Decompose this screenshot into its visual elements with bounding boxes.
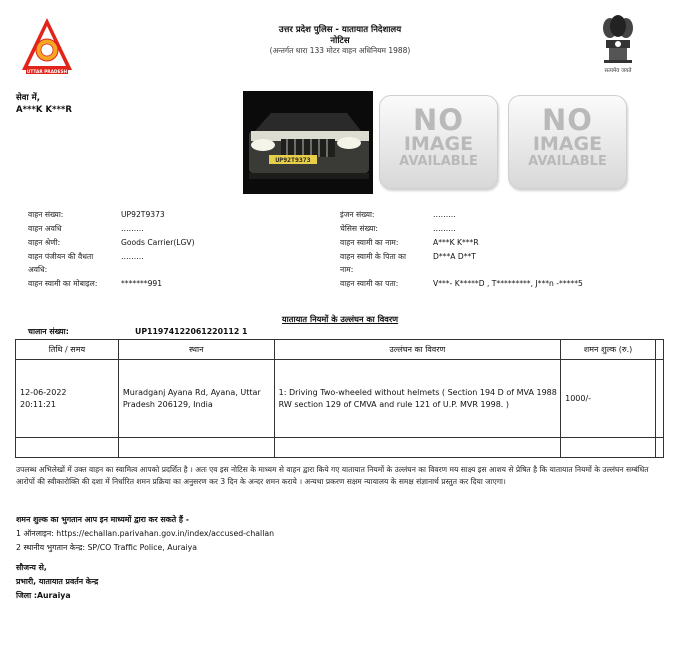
no-image-text-no: NO [542,103,593,137]
cell-date-time [16,360,119,438]
cell-location: Muradganj Ayana Rd, Ayana, Uttar Pradesh 206129, India [118,360,274,438]
owner-mobile-label: वाहन स्वामी का मोबाइल: [28,279,98,288]
vehicle-number-value: UP92T9373 [121,210,165,219]
registration-validity-label-2: अवधि: [28,265,48,274]
cell-empty [655,438,663,458]
owner-name-value: A***K K***R [433,238,479,247]
cell-violation: 1: Driving Two-wheeled without helmets ( Section 194 D of MVA 1988 RW section 129 of CMVA and rule 121 of U.P. MVR 1998. ) [274,360,560,438]
no-image-text-available: AVAILABLE [528,154,607,169]
no-image-text-image: IMAGE [403,133,474,155]
header-title: उत्तर प्रदेश पुलिस - यातायात निदेशालय [278,25,402,35]
salutation: सेवा में, [16,93,40,103]
recipient-name: A***K K***R [16,105,72,115]
no-image-text-no: NO [413,103,464,137]
no-image-text-available: AVAILABLE [399,154,478,169]
emblem-caption: सत्यमेव जयते [604,68,632,74]
owner-father-value: D***A D**T [433,252,476,261]
vehicle-number-label: वाहन संख्या: [28,210,64,219]
vehicle-period-label: वाहन अवधि [28,224,62,233]
no-image-placeholder-1 [379,95,498,189]
logo-caption: UTTAR PRADESH [26,70,68,74]
registration-validity-value: ……… [121,252,144,261]
violation-date: 12-06-2022 [20,387,67,397]
table-row [16,360,664,438]
violation-table [15,339,664,458]
cell-fine: 1000/- [561,360,656,438]
owner-father-label-2: नाम: [340,265,354,274]
engine-number-value: ……… [433,210,456,219]
cell-empty [274,438,560,458]
header-notice: नोटिस [330,36,350,46]
footer-district: जिला :Auraiya [16,591,71,600]
header-fine: शमन शुल्क (रु.) [561,340,656,360]
payment-online[interactable]: 1 ऑनलाइन: https://echallan.parivahan.gov.in/index/accused-challan [16,529,275,538]
table-header-row [16,340,664,360]
header-location: स्थान [118,340,274,360]
footer-courtesy: सौजन्य से, [16,563,47,572]
no-image-text-image: IMAGE [532,133,603,155]
engine-number-label: इंजन संख्या: [340,210,375,219]
table-row-empty [16,438,664,458]
registration-validity-label: वाहन पंजीयन की वैधता [28,252,94,261]
cell-empty [16,438,119,458]
owner-mobile-value: *******991 [121,279,163,288]
header-violation: उल्लंघन का विवरण [274,340,560,360]
challan-number-value: UP11974122061220112 1 [135,327,248,336]
vehicle-class-value: Goods Carrier(LGV) [121,238,195,247]
footer-officer: प्रभारी, यातायात प्रवर्तन केन्द्र [16,577,99,586]
owner-father-label: वाहन स्वामी के पिता का [340,252,406,261]
owner-address-value: V***- K*****D , T*********, J***n -*****5 [433,279,583,288]
owner-name-label: वाहन स्वामी का नाम: [340,238,399,247]
payment-local-centre: 2 स्थानीय भुगतान केन्द्र: SP/CO Traffic Police, Auraiya [16,543,198,552]
payment-heading: शमन शुल्क का भुगतान आप इन माध्यमों द्वारा कर सकते हैं - [16,515,189,524]
challan-number-label: चालान संख्या: [28,327,69,336]
vehicle-class-label: वाहन श्रेणी: [28,238,61,247]
vehicle-period-value: ……… [121,224,144,233]
violation-time: 20:11:21 [20,399,56,409]
vehicle-photo [243,91,373,194]
header-blank [655,340,663,360]
violation-section-title: यातायात नियमों के उल्लंघन का विवरण [281,314,399,324]
notice-paragraph: उपलब्ध अभिलेखों में उक्त वाहन का स्वामित्व आपको प्रदर्शित है । अतः एव इस नोटिस के माध्यम से वाहन द्वारा किये गए यातायात नियमों के उल्लंघन का विवरण मय साक्ष्य इस आशय से प्रेषित है कि यातायात नियमों के उल्लंघन सम्बंधित आरोपों की स्वीकारोक्ति की दशा में निर्धारित शमन प्रक्रिया का अनुसरण कर 3 दिन के अन्दर शमन कराये । अन्यथा प्रकरण सक्षम न्यायालय के समक्ष संज्ञानार्थ प्रस्तुत कर दिया जाएगा। [16,465,649,486]
cell-empty [561,438,656,458]
vehicle-plate: UP92T9373 [275,156,311,164]
no-image-placeholder-2 [508,95,627,189]
header-subtitle: (अन्तर्गत धारा 133 मोटर वाहन अधिनियम 1988) [269,46,411,55]
chassis-number-value: ……… [433,224,456,233]
owner-address-label: वाहन स्वामी का पता: [340,279,399,288]
cell-blank [655,360,663,438]
header-date-time: तिथि / समय [16,340,119,360]
chassis-number-label: चेसिस संख्या: [340,224,378,233]
cell-empty [118,438,274,458]
